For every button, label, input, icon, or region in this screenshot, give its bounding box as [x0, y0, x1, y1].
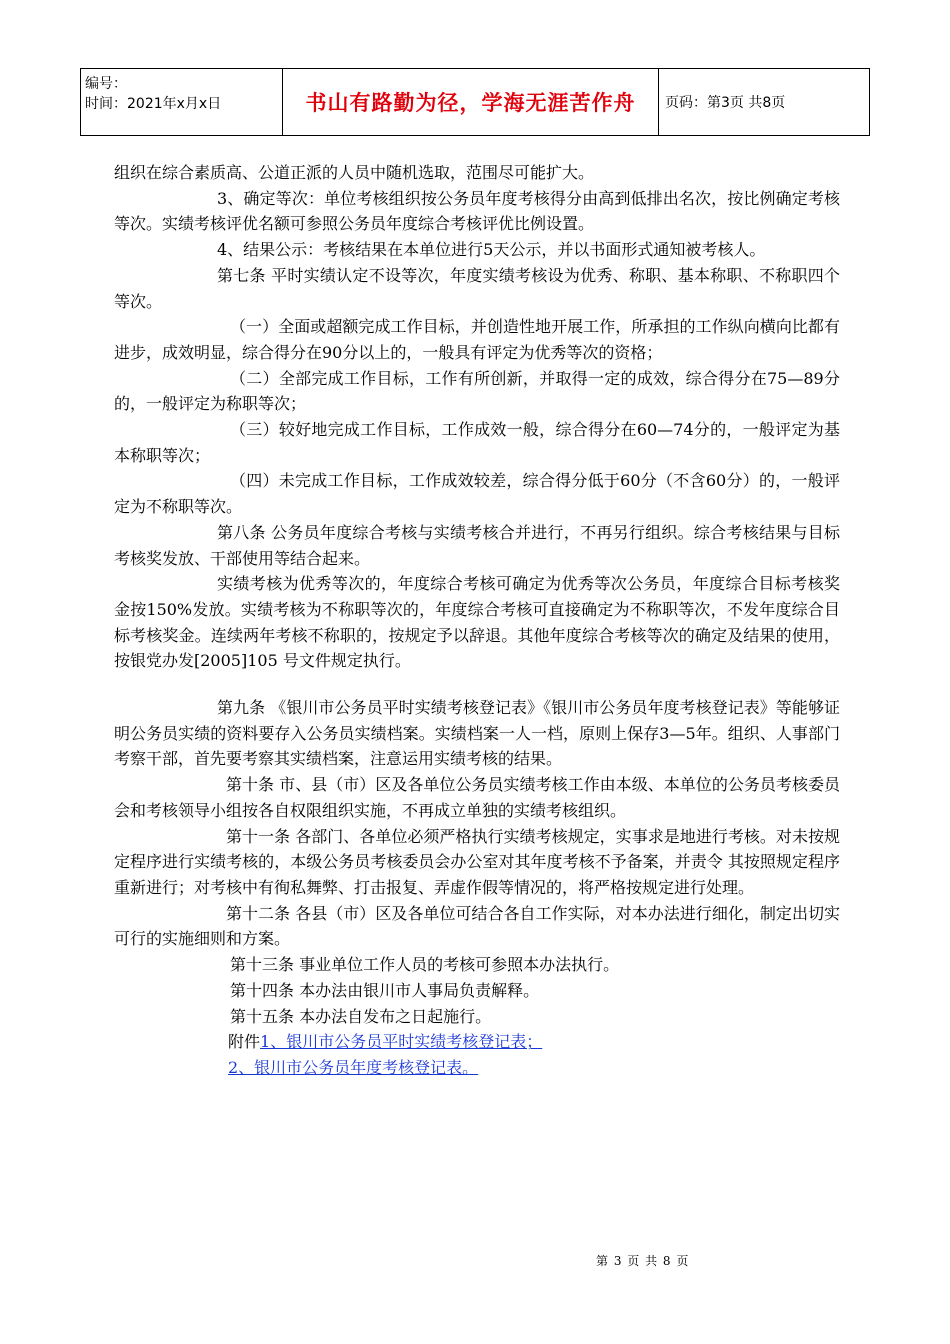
header-motto: 书山有路勤为径，学海无涯苦作舟: [283, 69, 659, 135]
annex: [114, 1029, 840, 1080]
page-header: [80, 68, 870, 136]
paragraph: 3、确定等次：单位考核组织按公务员年度考核得分由高到低排出名次，按比例确定考核等次。实绩考核评优名额可参照公务员年度综合考核评优比例设置。: [114, 188, 840, 234]
paragraph: （四）未完成工作目标，工作成效较差，综合得分低于60分（不含60分）的，一般评定为不称职等次。: [114, 471, 840, 517]
annex-link-2[interactable]: 2、银川市公务员年度考核登记表。: [228, 1057, 479, 1077]
paragraph: （一）全面或超额完成工作目标，并创造性地开展工作，所承担的工作纵向横向比都有进步，成效明显，综合得分在90分以上的，一般具有评定为优秀等次的资格；: [114, 317, 840, 362]
paragraph: 第十五条 本办法自发布之日起施行。: [230, 1006, 492, 1026]
annex-prefix: 附件: [228, 1032, 261, 1052]
header-page-info: 页码：第3页 共8页: [665, 95, 786, 111]
paragraph: 第十一条 各部门、各单位必须严格执行实绩考核规定，实事求是地进行考核。对未按规定程序进行实绩考核的，本级公务员考核委员会办公室对其年度考核不予备案，并责令 其按照规定程序重新进行；对考核中有徇私舞弊、打击报复、弄虚作假等情况的，将严格按规定进行处理。: [114, 826, 840, 897]
paragraph: 第十四条 本办法由银川市人事局负责解释。: [230, 980, 540, 1000]
paragraph: 第十条 市、县（市）区及各单位公务员实绩考核工作由本级、本单位的公务员考核委员会和考核领导小组按各自权限组织实施，不再成立单独的实绩考核组织。: [114, 775, 840, 820]
document-body: [114, 160, 840, 1081]
annex-link-1[interactable]: 1、银川市公务员平时实绩考核登记表；: [260, 1032, 543, 1052]
paragraph: （三）较好地完成工作目标，工作成效一般，综合得分在60—74分的，一般评定为基本称职等次；: [114, 420, 840, 465]
header-meta: [81, 69, 283, 135]
time-label: 时间：2021年x月x日: [85, 96, 222, 112]
paragraph: 实绩考核为优秀等次的，年度综合考核可确定为优秀等次公务员，年度综合目标考核奖金按150%发放。实绩考核为不称职等次的，年度综合考核可直接确定为不称职等次，不发年度综合目标考核奖金。连续两年考核不称职的，按规定予以辞退。其他年度综合考核等次的确定及结果的使用，按银党办发[2005]105 号文件规定执行。: [114, 574, 840, 671]
number-label: 编号：: [85, 76, 127, 92]
paragraph: 4、结果公示：考核结果在本单位进行5天公示，并以书面形式通知被考核人。: [217, 240, 766, 260]
paragraph: 第十二条 各县（市）区及各单位可结合各自工作实际，对本办法进行细化，制定出切实可行的实施细则和方案。: [114, 903, 840, 949]
paragraph: （二）全部完成工作目标，工作有所创新，并取得一定的成效，综合得分在75—89分的，一般评定为称职等次；: [114, 368, 840, 414]
paragraph: 第十三条 事业单位工作人员的考核可参照本办法执行。: [230, 955, 620, 975]
paragraph: 第九条 《银川市公务员平时实绩考核登记表》《银川市公务员年度考核登记表》等能够证明公务员实绩的资料要存入公务员实绩档案。实绩档案一人一档，原则上保存3—5年。组织、人事部门考察干部，首先要考察其实绩档案，注意运用实绩考核的结果。: [114, 698, 840, 769]
paragraph: 组织在综合素质高、公道正派的人员中随机选取，范围尽可能扩大。: [114, 163, 595, 182]
paragraph: 第七条 平时实绩认定不设等次，年度实绩考核设为优秀、称职、基本称职、不称职四个等次。: [114, 265, 840, 311]
page-footer: 第 3 页 共 8 页: [596, 1254, 690, 1268]
paragraph: 第八条 公务员年度综合考核与实绩考核合并进行，不再另行组织。综合考核结果与目标考核奖发放、干部使用等结合起来。: [114, 522, 840, 568]
